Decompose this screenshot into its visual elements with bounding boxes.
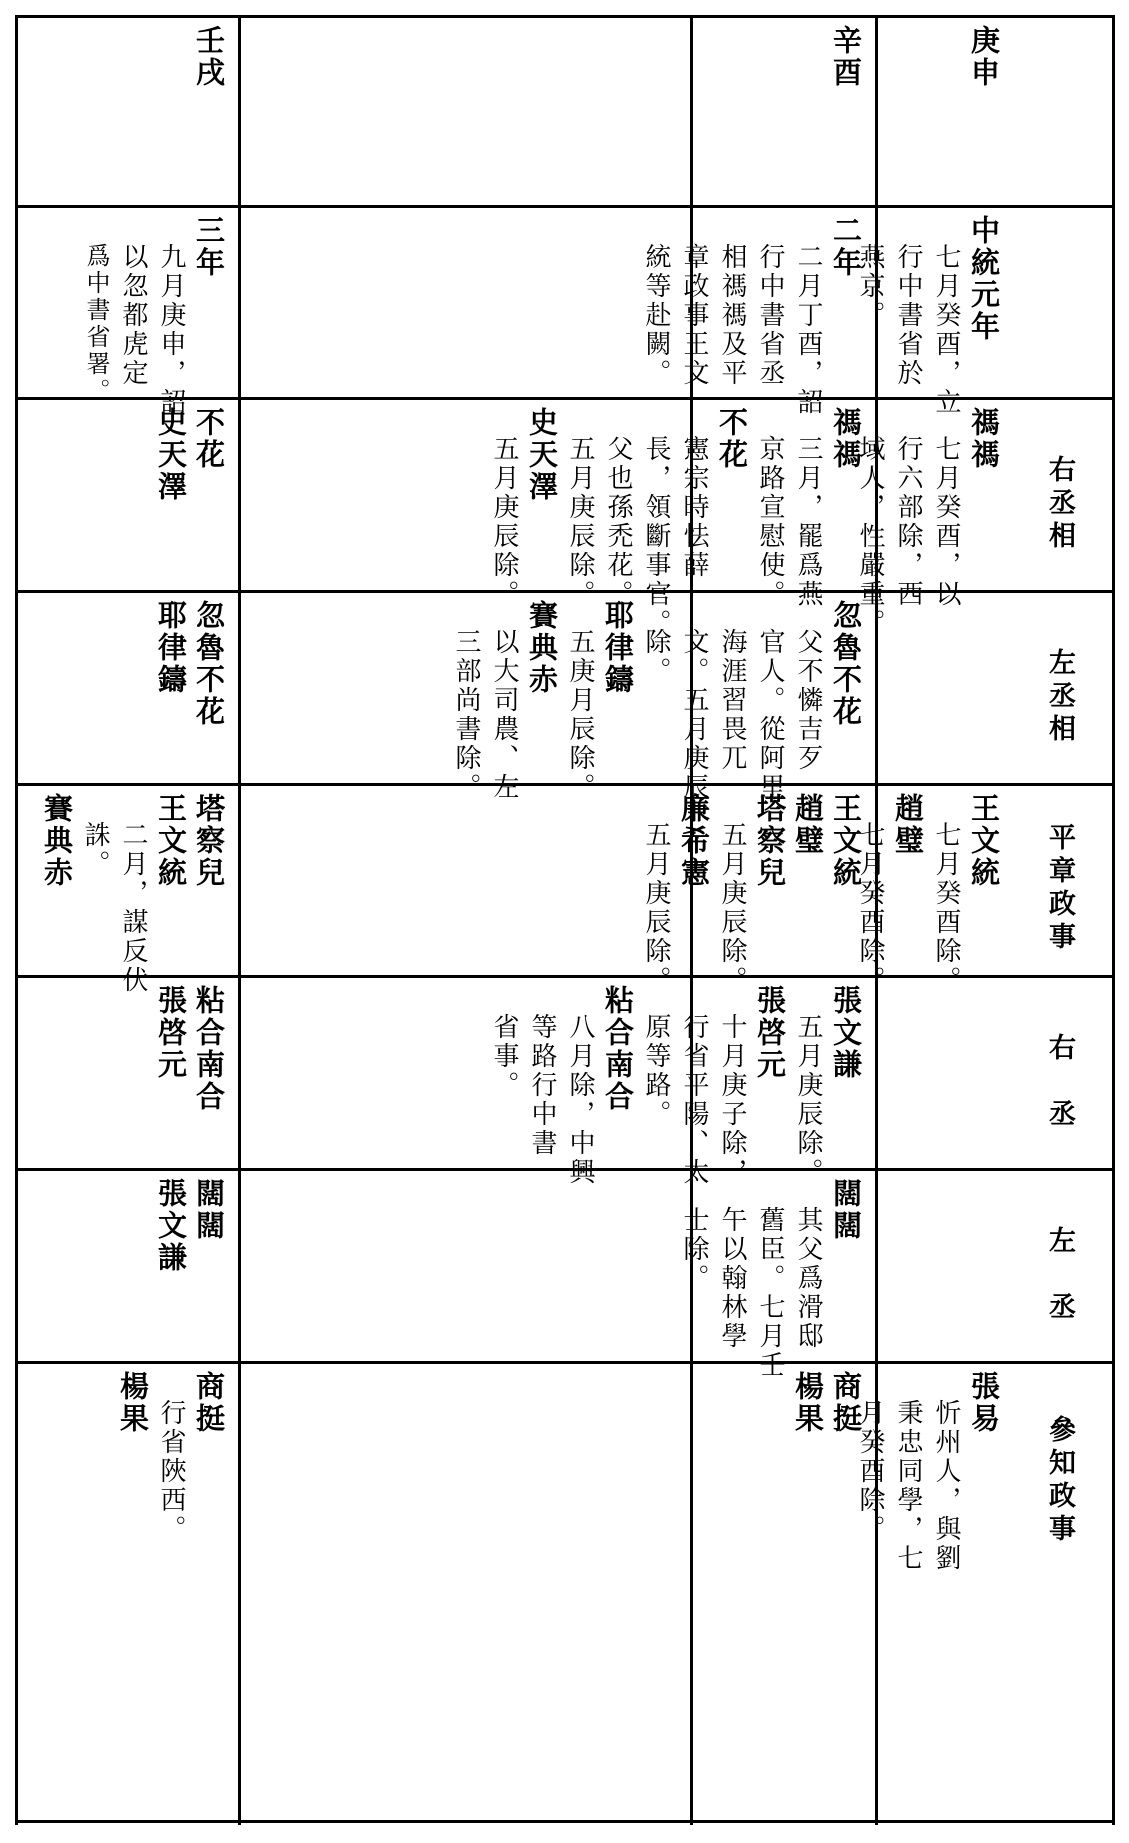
official-name: 張文謙 bbox=[154, 1178, 188, 1274]
official-name: 商挺 bbox=[192, 1371, 226, 1435]
official-name: 賽典赤 bbox=[40, 793, 74, 889]
row-label-pingzhang: 平章政事 bbox=[1044, 823, 1075, 955]
entry-line: 士除。 bbox=[679, 1206, 709, 1293]
entry-line: 忻州人，與劉 bbox=[931, 1399, 961, 1573]
entry-line: 七月癸酉除。 bbox=[931, 821, 961, 995]
official-name: 粘合南合 bbox=[601, 985, 635, 1113]
official-name: 耶律鑄 bbox=[601, 600, 635, 696]
pingzhang-cell-xinyou bbox=[240, 785, 875, 995]
official-name: 忽魯不花 bbox=[192, 600, 226, 728]
entry-line: 行中書省丞 bbox=[755, 243, 785, 388]
entry-line: 海涯習畏兀 bbox=[717, 628, 747, 773]
right-assistant-cell-xinyou bbox=[240, 977, 875, 1187]
reign-year: 三年 bbox=[192, 215, 226, 279]
official-name: 趙璧 bbox=[791, 793, 825, 857]
entry-line: 父不憐吉歹 bbox=[793, 628, 823, 773]
official-name: 張易 bbox=[967, 1371, 1001, 1435]
entry-line: 統等赴闕。 bbox=[641, 243, 671, 388]
table-border-right bbox=[1112, 15, 1115, 1825]
official-name: 禡禡 bbox=[829, 407, 863, 471]
entry-line: 行省平陽、太 bbox=[679, 1013, 709, 1187]
entry-line: 九月庚申，詔 bbox=[156, 243, 186, 417]
reign-cell-gengshen bbox=[855, 207, 1013, 417]
entry-line: 行省陜西。 bbox=[156, 1399, 186, 1544]
year-label: 辛酉 bbox=[829, 25, 863, 89]
entry-line: 五月庚辰除。 bbox=[641, 821, 671, 995]
entry-line: 官人。從阿里 bbox=[755, 628, 785, 802]
entry-line: 其父爲滑邸 bbox=[793, 1206, 823, 1351]
entry-line: 五月庚辰除。 bbox=[717, 821, 747, 995]
entry-line: 秉忠同學，七 bbox=[893, 1399, 923, 1573]
official-name: 禡禡 bbox=[967, 407, 1001, 471]
entry-line: 章政事王文 bbox=[679, 243, 709, 388]
table-border-bottom bbox=[15, 1820, 1115, 1823]
row-label-canzhi: 參知政事 bbox=[1044, 1415, 1075, 1547]
canzhi-cell-xinyou bbox=[240, 1363, 875, 1820]
entry-line: 燕京。 bbox=[855, 243, 885, 330]
entry-line: 相禡禡及平 bbox=[717, 243, 747, 388]
entry-line: 長，領斷事官。 bbox=[641, 435, 671, 638]
official-name: 廉希憲 bbox=[677, 793, 711, 889]
reign-cell-xinyou bbox=[240, 207, 875, 417]
entry-line: 等路行中書 bbox=[527, 1013, 557, 1158]
entry-line: 京路宣慰使。 bbox=[755, 435, 785, 609]
official-name: 闊闊 bbox=[192, 1178, 226, 1242]
row-label-left-chancellor: 左丞相 bbox=[1044, 648, 1075, 747]
year-label: 庚申 bbox=[967, 25, 1001, 89]
entry-line: 二月丁酉，詔 bbox=[793, 243, 823, 417]
official-name: 忽魯不花 bbox=[829, 600, 863, 728]
official-name: 耶律鑄 bbox=[154, 600, 188, 696]
year-label: 壬戌 bbox=[192, 25, 226, 89]
row-label-right-assistant: 右 丞 bbox=[1044, 1033, 1075, 1132]
official-name: 不花 bbox=[715, 407, 749, 471]
entry-line: 七月癸酉除。 bbox=[855, 821, 885, 995]
official-name: 闊闊 bbox=[829, 1178, 863, 1242]
official-name: 楊果 bbox=[116, 1371, 150, 1435]
right-chancellor-cell-renxu bbox=[17, 399, 238, 590]
official-name: 粘合南合 bbox=[192, 985, 226, 1113]
official-name: 張啓元 bbox=[154, 985, 188, 1081]
entry-line: 七月癸酉，立 bbox=[931, 243, 961, 417]
canzhi-cell-gengshen bbox=[855, 1363, 1013, 1820]
left-assistant-cell-renxu bbox=[17, 1170, 238, 1361]
official-name: 張啓元 bbox=[753, 985, 787, 1081]
entry-line: 舊臣。七月壬 bbox=[755, 1206, 785, 1380]
year-cell-gengshen bbox=[877, 17, 1013, 205]
table-page bbox=[15, 15, 1115, 1825]
official-name: 不花 bbox=[192, 407, 226, 471]
official-name: 賽典赤 bbox=[525, 600, 559, 696]
reign-year: 中統元年 bbox=[967, 215, 1001, 343]
entry-line: 行六部除，西 bbox=[893, 435, 923, 609]
official-name: 塔察兒 bbox=[192, 793, 226, 889]
canzhi-cell-renxu bbox=[17, 1363, 238, 1820]
entry-line: 誅。 bbox=[80, 821, 110, 879]
entry-line: 以大司農、左 bbox=[489, 628, 519, 802]
entry-line: 行中書省於 bbox=[893, 243, 923, 388]
reign-cell-renxu bbox=[17, 207, 238, 417]
official-name: 張文謙 bbox=[829, 985, 863, 1081]
entry-line: 八月除，中興 bbox=[565, 1013, 595, 1187]
pingzhang-cell-gengshen bbox=[855, 785, 1013, 995]
official-name: 史天澤 bbox=[525, 407, 559, 503]
entry-line: 原等路。 bbox=[641, 1013, 671, 1129]
official-name: 王文統 bbox=[967, 793, 1001, 889]
right-chancellor-cell-gengshen bbox=[855, 399, 1013, 638]
row-label-right-chancellor: 右丞相 bbox=[1044, 455, 1075, 554]
official-name: 王文統 bbox=[829, 793, 863, 889]
entry-line: 省事。 bbox=[489, 1013, 519, 1100]
entry-line: 月癸酉除。 bbox=[855, 1399, 885, 1544]
official-name: 楊果 bbox=[791, 1371, 825, 1435]
row-label-left-assistant: 左 丞 bbox=[1044, 1226, 1075, 1325]
entry-line: 除。 bbox=[641, 628, 671, 686]
entry-line: 五庚月辰除。 bbox=[565, 628, 595, 802]
entry-line: 文。五月庚辰 bbox=[679, 628, 709, 802]
year-cell-renxu bbox=[17, 17, 238, 205]
official-name: 王文統 bbox=[154, 793, 188, 889]
year-cell-xinyou bbox=[692, 17, 875, 205]
entry-line: 以忽都虎定 bbox=[118, 243, 148, 388]
reign-year: 二年 bbox=[829, 215, 863, 279]
entry-line: 三部尚書除。 bbox=[451, 628, 481, 802]
entry-line: 二月，謀反伏 bbox=[118, 821, 148, 995]
entry-line: 七月癸酉，以 bbox=[931, 435, 961, 609]
entry-line: 父也孫禿花。 bbox=[603, 435, 633, 609]
left-chancellor-cell-xinyou bbox=[240, 592, 875, 802]
entry-line: 三月，罷爲燕 bbox=[793, 435, 823, 609]
right-chancellor-cell-xinyou bbox=[240, 399, 875, 638]
left-assistant-cell-xinyou bbox=[240, 1170, 875, 1380]
entry-line: 午以翰林學 bbox=[717, 1206, 747, 1351]
entry-line: 五月庚辰除。 bbox=[793, 1013, 823, 1187]
official-name: 塔察兒 bbox=[753, 793, 787, 889]
entry-line: 憲宗時怯薛 bbox=[679, 435, 709, 580]
official-name: 趙璧 bbox=[891, 793, 925, 857]
official-name: 商挺 bbox=[829, 1371, 863, 1435]
right-assistant-cell-renxu bbox=[17, 977, 238, 1168]
entry-line: 十月庚子除， bbox=[717, 1013, 747, 1187]
pingzhang-cell-renxu bbox=[17, 785, 238, 995]
entry-line: 五月庚辰除。 bbox=[565, 435, 595, 609]
official-name: 史天澤 bbox=[154, 407, 188, 503]
entry-line: 域人，性嚴重。 bbox=[855, 435, 885, 638]
left-chancellor-cell-renxu bbox=[17, 592, 238, 783]
entry-line: 爲中書省署。 bbox=[82, 243, 110, 405]
entry-line: 五月庚辰除。 bbox=[489, 435, 519, 609]
